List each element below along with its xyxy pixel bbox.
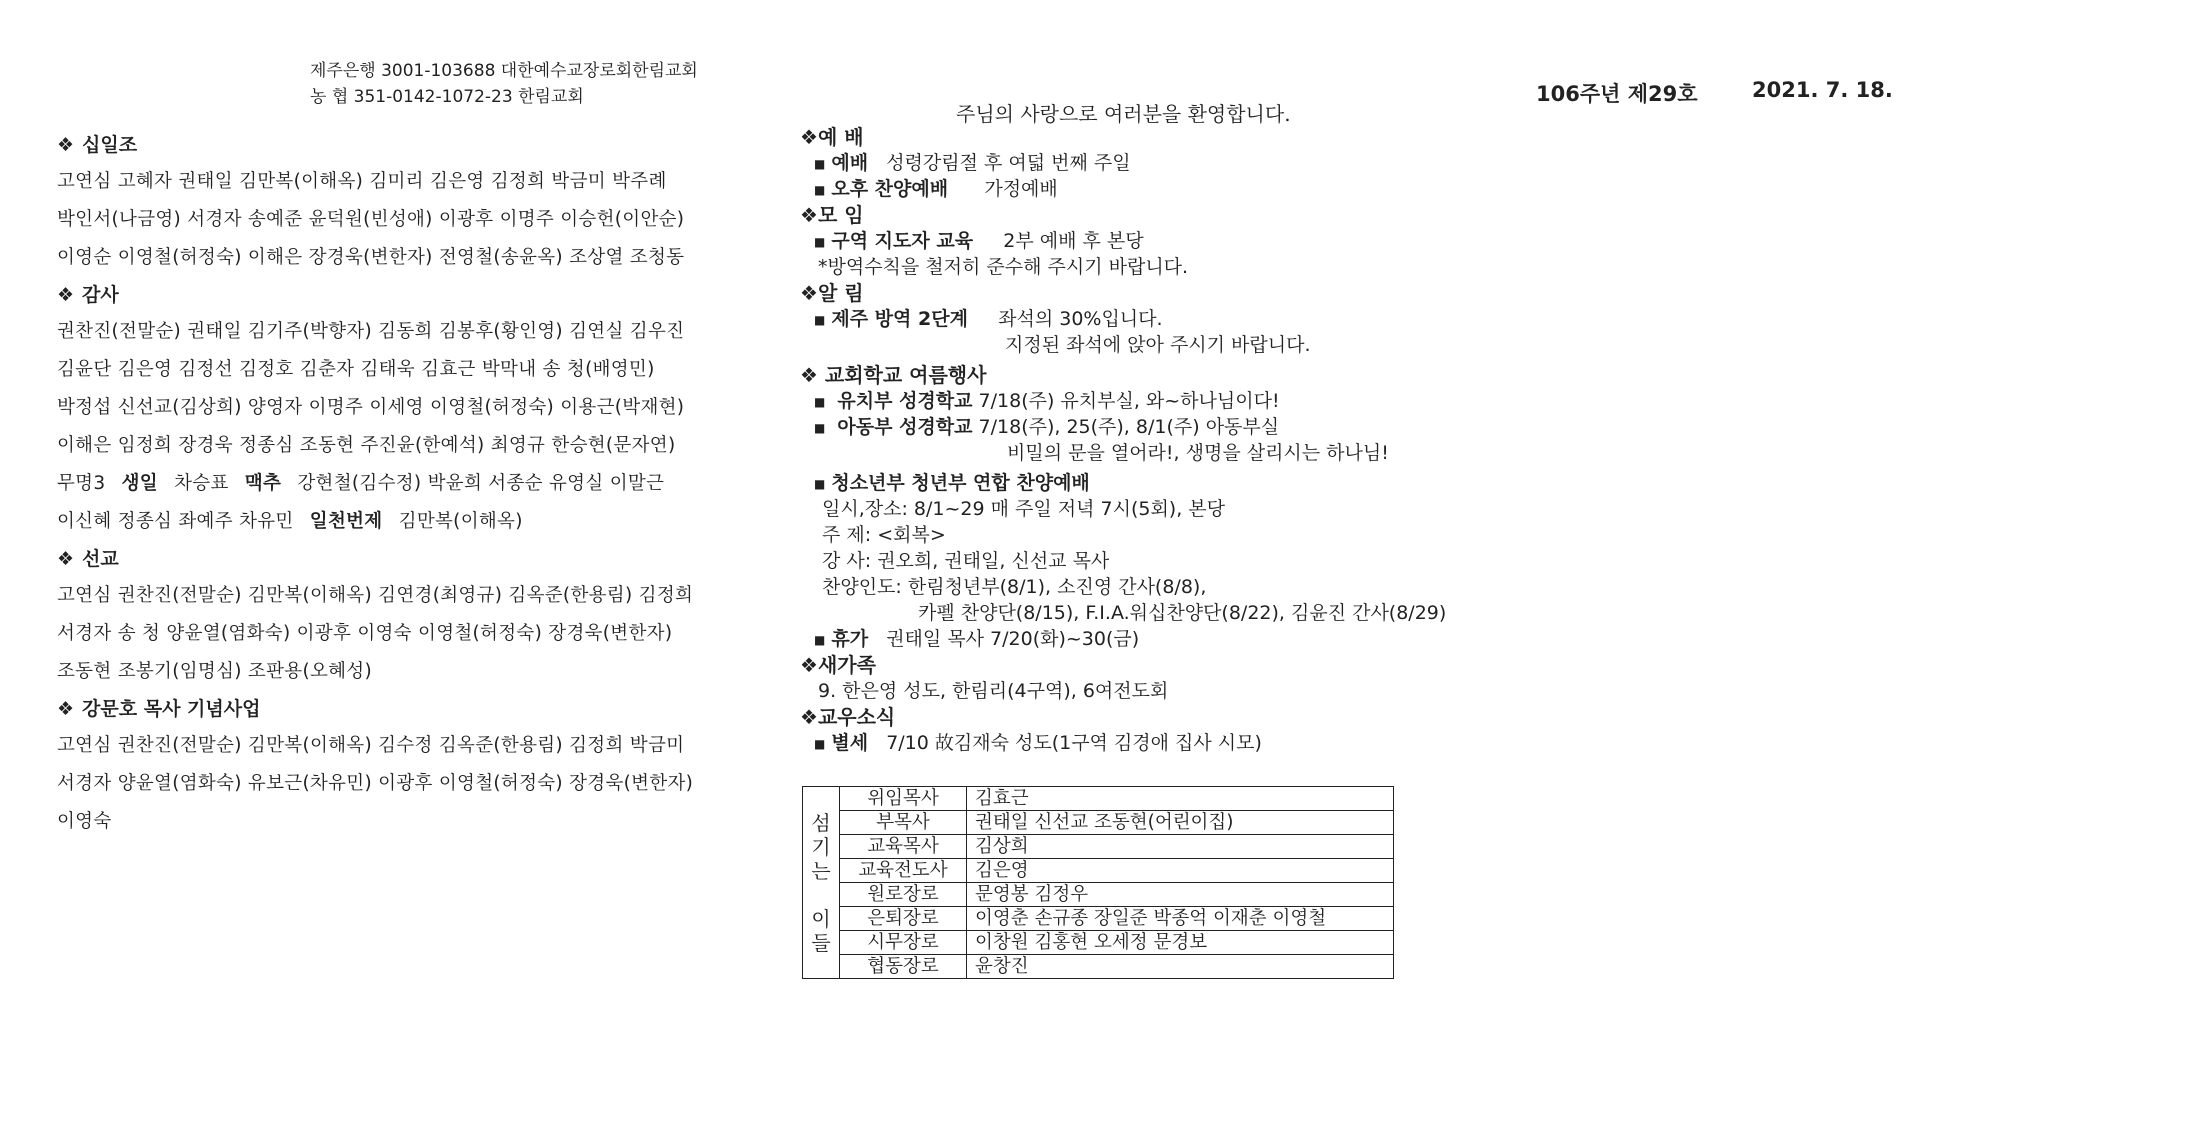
square-bullet-icon: ■ xyxy=(814,420,826,435)
diamond-icon: ❖ xyxy=(800,705,818,729)
diamond-icon: ❖ xyxy=(800,281,818,305)
ilcheon-label: 일천번제 xyxy=(309,511,383,532)
tithe-heading: ❖ 십일조 xyxy=(57,134,138,156)
square-bullet-icon: ■ xyxy=(814,736,826,751)
summer-detail: 강 사: 권오희, 권태일, 신선교 목사 xyxy=(822,550,1110,572)
square-bullet-icon: ■ xyxy=(814,156,826,171)
memorial-line: 서경자 양윤열(염화숙) 유보근(차유민) 이광후 이영철(허정숙) 장경욱(변한자) xyxy=(57,773,694,794)
thanks-line: 박정섭 신선교(김상희) 양영자 이명주 이세영 이영철(허정숙) 이용근(박재현) xyxy=(57,397,685,418)
table-row xyxy=(803,859,1394,883)
announce-heading: ❖알 림 xyxy=(800,281,864,305)
summer-item: ■ 유치부 성경학교 7/18(주) 유치부실, 와~하나님이다! xyxy=(814,390,1280,412)
staff-role: 위임목사 xyxy=(840,787,967,811)
summer-detail: 주 제: <회복> xyxy=(822,524,946,546)
birthday-label: 생일 xyxy=(121,473,158,494)
square-bullet-icon: ■ xyxy=(814,234,826,249)
diamond-icon: ❖ xyxy=(57,548,75,570)
mission-heading: ❖ 선교 xyxy=(57,548,119,570)
harvest-label: 맥추 xyxy=(244,473,282,494)
table-row xyxy=(803,931,1394,955)
meeting-item: ■ 구역 지도자 교육 2부 예배 후 본당 xyxy=(814,230,1144,252)
bank-account-nonghyup: 농 협 351-0142-1072-23 한림교회 xyxy=(310,87,584,107)
staff-role: 교육목사 xyxy=(840,835,967,859)
tithe-line: 박인서(나금영) 서경자 송예준 윤덕원(빈성애) 이광후 이명주 이승헌(이안순) xyxy=(57,209,685,230)
summer-heading: ❖ 교회학교 여름행사 xyxy=(800,363,987,387)
members-item: ■ 별세 7/10 故김재숙 성도(1구역 김경애 집사 시모) xyxy=(814,732,1262,754)
announce-item-cont: 지정된 좌석에 앉아 주시기 바랍니다. xyxy=(1005,334,1311,356)
newfamily-heading: ❖새가족 xyxy=(800,653,876,677)
square-bullet-icon: ■ xyxy=(814,394,826,409)
thanks-line-last: 이신혜 정종심 좌예주 차유민 일천번제 김만복(이해옥) xyxy=(57,511,523,532)
table-row xyxy=(803,787,1394,811)
staff-role: 부목사 xyxy=(840,811,967,835)
thanks-line: 이해은 임정희 장경욱 정종심 조동현 주진윤(한예석) 최영규 한승현(문자연) xyxy=(57,435,676,456)
staff-names: 문영봉 김정우 xyxy=(967,883,1394,907)
thanks-line: 김윤단 김은영 김정선 김정호 김춘자 김태욱 김효근 박막내 송 청(배영민) xyxy=(57,359,655,380)
diamond-icon: ❖ xyxy=(800,125,818,149)
square-bullet-icon: ■ xyxy=(814,632,826,647)
summer-item-cont: 비밀의 문을 열어라!, 생명을 살리시는 하나님! xyxy=(1007,442,1389,464)
summer-item: ■ 아동부 성경학교 7/18(주), 25(주), 8/1(주) 아동부실 xyxy=(814,416,1280,438)
bank-account-jeju: 제주은행 3001-103688 대한예수교장로회한림교회 xyxy=(310,61,698,81)
staff-role: 협동장로 xyxy=(840,955,967,979)
square-bullet-icon: ■ xyxy=(814,312,826,327)
staff-side-label: 섬 기 는 이 들 xyxy=(803,787,840,979)
welcome-message: 주님의 사랑으로 여러분을 환영합니다. xyxy=(956,102,1291,126)
meeting-heading: ❖모 임 xyxy=(800,203,864,227)
staff-role: 은퇴장로 xyxy=(840,907,967,931)
diamond-icon: ❖ xyxy=(800,203,818,227)
staff-names: 권태일 신선교 조동현(어린이집) xyxy=(967,811,1394,835)
mission-line: 조동현 조봉기(임명심) 조판용(오혜성) xyxy=(57,661,372,682)
diamond-icon: ❖ xyxy=(57,284,75,306)
summer-detail: 찬양인도: 한림청년부(8/1), 소진영 간사(8/8), xyxy=(822,576,1207,598)
memorial-heading: ❖ 강문호 목사 기념사업 xyxy=(57,698,261,720)
diamond-icon: ❖ xyxy=(57,134,75,156)
members-heading: ❖교우소식 xyxy=(800,705,896,729)
summer-item: ■ 청소년부 청년부 연합 찬양예배 xyxy=(814,472,1090,494)
table-row xyxy=(803,955,1394,979)
square-bullet-icon: ■ xyxy=(814,476,826,491)
announce-item: ■ 제주 방역 2단계 좌석의 30%입니다. xyxy=(814,308,1163,330)
staff-names: 김효근 xyxy=(967,787,1394,811)
table-row xyxy=(803,835,1394,859)
staff-names: 이영춘 손규종 장일준 박종억 이재춘 이영철 xyxy=(967,907,1394,931)
mission-line: 서경자 송 청 양윤열(염화숙) 이광후 이영숙 이영철(허정숙) 장경욱(변한자) xyxy=(57,623,673,644)
summer-detail-cont: 카펠 찬양단(8/15), F.I.A.워십찬양단(8/22), 김윤진 간사(8/29) xyxy=(918,602,1447,624)
diamond-icon: ❖ xyxy=(800,653,818,677)
staff-role: 교육전도사 xyxy=(840,859,967,883)
staff-names: 윤창진 xyxy=(967,955,1394,979)
summer-detail: 일시,장소: 8/1~29 매 주일 저녁 7시(5회), 본당 xyxy=(822,498,1225,520)
table-row xyxy=(803,811,1394,835)
staff-table xyxy=(802,786,1394,979)
mission-line: 고연심 권찬진(전말순) 김만복(이해옥) 김연경(최영규) 김옥준(한용림) 김정희 xyxy=(57,585,694,606)
staff-role: 시무장로 xyxy=(840,931,967,955)
issue-date: 2021. 7. 18. xyxy=(1752,78,1893,102)
thanks-line: 권찬진(전말순) 권태일 김기주(박향자) 김동희 김봉후(황인영) 김연실 김우진 xyxy=(57,321,685,342)
staff-role: 원로장로 xyxy=(840,883,967,907)
diamond-icon: ❖ xyxy=(57,698,75,720)
staff-names: 김은영 xyxy=(967,859,1394,883)
table-row xyxy=(803,883,1394,907)
offerings-column xyxy=(57,127,717,841)
staff-names: 김상희 xyxy=(967,835,1394,859)
table-row xyxy=(803,907,1394,931)
square-bullet-icon: ■ xyxy=(814,182,826,197)
newfamily-item: 9. 한은영 성도, 한림리(4구역), 6여전도회 xyxy=(818,680,1169,702)
tithe-line: 고연심 고혜자 권태일 김만복(이해옥) 김미리 김은영 김정희 박금미 박주례 xyxy=(57,171,667,192)
issue-number: 106주년 제29호 xyxy=(1536,82,1698,106)
tithe-line: 이영순 이영철(허정숙) 이해은 장경욱(변한자) 전영철(송윤옥) 조상열 조청동 xyxy=(57,247,685,268)
diamond-icon: ❖ xyxy=(800,363,818,387)
notices-column xyxy=(800,124,1500,756)
worship-heading: ❖예 배 xyxy=(800,125,864,149)
worship-item: ■ 오후 찬양예배 가정예배 xyxy=(814,178,1058,200)
memorial-line: 이영숙 xyxy=(57,811,112,832)
worship-item: ■ 예배 성령강림절 후 여덟 번째 주일 xyxy=(814,152,1131,174)
thanks-line-mixed: 무명3 생일 차승표 맥추 강현철(김수정) 박윤희 서종순 유영실 이말근 xyxy=(57,473,665,494)
memorial-line: 고연심 권찬진(전말순) 김만복(이해옥) 김수정 김옥준(한용림) 김정희 박금미 xyxy=(57,735,685,756)
staff-names: 이창원 김홍현 오세정 문경보 xyxy=(967,931,1394,955)
meeting-note: *방역수칙을 철저히 준수해 주시기 바랍니다. xyxy=(818,256,1189,278)
thanks-heading: ❖ 감사 xyxy=(57,284,119,306)
vacation-item: ■ 휴가 권태일 목사 7/20(화)~30(금) xyxy=(814,628,1140,650)
